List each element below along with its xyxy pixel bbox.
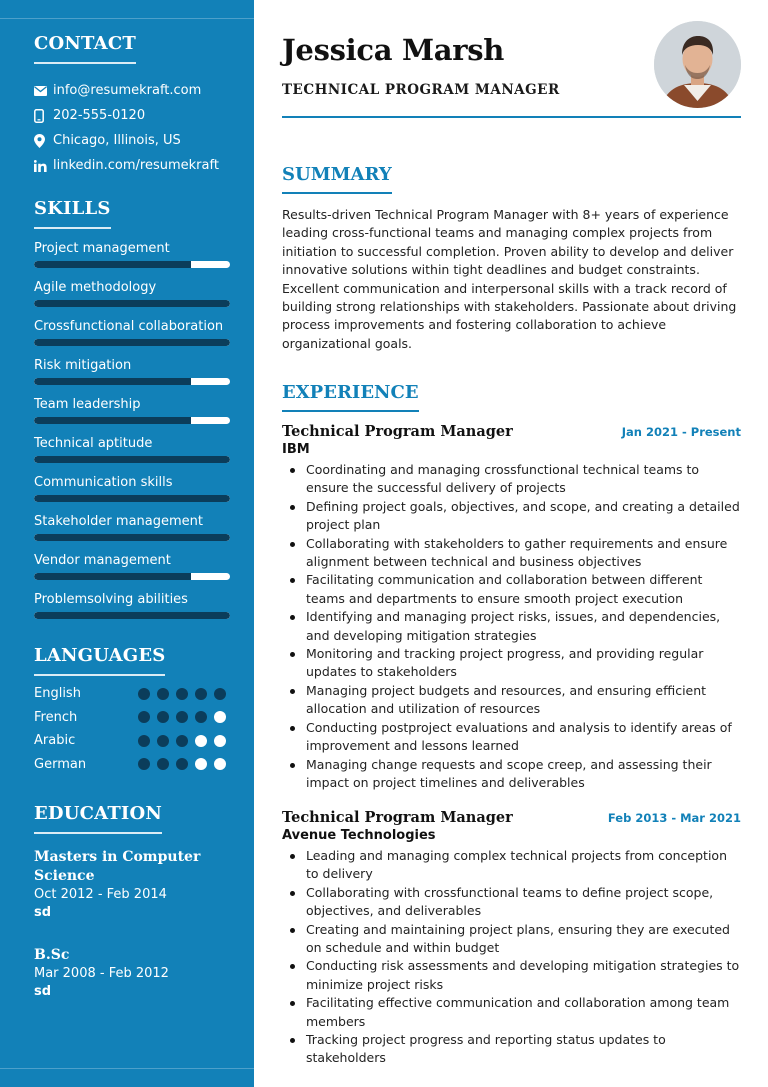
skill-level-bar [34,339,230,346]
skill-level-bar [34,612,230,619]
language-rating [138,688,226,700]
job-bullet: Identifying and managing project risks, issues, and dependencies, and developing mitigation strategies [282,608,741,645]
contact-phone[interactable] [34,103,230,128]
skill-level-bar [34,261,230,268]
job-bullet: Managing project budgets and resources, and ensuring efficient allocation and utilization of resources [282,682,741,719]
skill-item [34,553,230,584]
job-company: IBM [282,442,310,457]
skill-name: Team leadership [34,397,141,412]
contact-linkedin[interactable] [34,153,230,178]
skill-name: Stakeholder management [34,514,203,529]
job-bullets [282,461,741,792]
skill-level-bar [34,417,230,424]
skill-item [34,436,230,467]
skill-level-fill [34,495,230,502]
rating-dot [214,711,226,723]
education-item [34,848,230,922]
language-item [34,753,230,777]
education-school: sd [34,984,52,999]
rating-dot [157,688,169,700]
skill-level-fill [34,417,191,424]
experience-item [282,809,741,1068]
job-company: Avenue Technologies [282,828,436,843]
education-section [34,803,230,1001]
skills-section [34,198,230,623]
skill-item [34,397,230,428]
contact-location-text: Chicago, Illinois, US [53,133,181,148]
job-bullet: Leading and managing complex technical projects from conception to delivery [282,847,741,884]
contact-linkedin-text: linkedin.com/resumekraft [53,158,219,173]
skill-level-bar [34,573,230,580]
education-school: sd [34,905,52,920]
skill-level-fill [34,378,191,385]
rating-dot [176,758,188,770]
rating-dot [138,711,150,723]
skill-name: Agile methodology [34,280,157,295]
language-name: French [34,709,78,725]
job-bullet: Managing change requests and scope creep, and assessing their impact on project timelines and deliverables [282,756,741,793]
skill-name: Communication skills [34,475,173,490]
envelope-icon [34,86,53,96]
languages-section [34,645,230,776]
education-dates: Mar 2008 - Feb 2012 [34,966,169,981]
contact-location [34,128,230,153]
job-bullet: Monitoring and tracking project progress, and providing regular updates to stakeholders [282,645,741,682]
contact-section [34,33,230,178]
rating-dot [195,688,207,700]
education-degree: Masters in Computer Science [34,849,201,884]
skill-name: Crossfunctional collaboration [34,319,224,334]
skill-item [34,280,230,311]
language-rating [138,735,226,747]
skill-name: Technical aptitude [34,436,153,451]
skill-level-bar [34,534,230,541]
rating-dot [138,735,150,747]
job-bullet: Facilitating communication and collaboration between different teams and departments to ensure smooth project execution [282,571,741,608]
education-item [34,946,230,1001]
skill-item [34,475,230,506]
sidebar [0,0,254,1087]
sidebar-top-divider [0,18,254,19]
language-item [34,706,230,730]
skill-level-fill [34,534,230,541]
sidebar-bottom-divider [0,1068,254,1069]
rating-dot [157,758,169,770]
experience-heading: EXPERIENCE [282,382,419,412]
candidate-title: TECHNICAL PROGRAM MANAGER [282,82,560,98]
skill-name: Problemsolving abilities [34,592,188,607]
education-heading: EDUCATION [34,803,162,834]
skill-level-fill [34,300,230,307]
job-dates: Feb 2013 - Mar 2021 [607,811,741,825]
skills-heading: SKILLS [34,198,111,229]
profile-photo [654,21,741,108]
language-name: English [34,686,81,702]
summary-heading: SUMMARY [282,164,392,194]
job-title: Technical Program Manager [282,423,513,440]
skill-level-fill [34,573,191,580]
job-bullet: Tracking project progress and reporting status updates to stakeholders [282,1031,741,1068]
job-bullet: Coordinating and managing crossfunctional technical teams to ensure the successful delivery of projects [282,461,741,498]
language-name: German [34,756,87,772]
language-item [34,682,230,706]
skill-item [34,514,230,545]
job-bullet: Facilitating effective communication and collaboration among team members [282,994,741,1031]
phone-icon [34,109,53,123]
job-dates: Jan 2021 - Present [621,425,741,439]
language-item [34,729,230,753]
skill-level-fill [34,339,230,346]
skill-item [34,241,230,272]
linkedin-icon [34,160,53,172]
job-bullet: Defining project goals, objectives, and scope, and creating a detailed project plan [282,498,741,535]
rating-dot [176,688,188,700]
summary-text: Results-driven Technical Program Manager with 8+ years of experience leading cross-functional teams and managing complex projects from initiation to successful completion. Proven ability to develop and deliver innovative solutions within tight deadlines and budget constraints. Excellent communication and interpersonal skills with a track record of building strong relationships with stakeholders. Passionate about driving process improvements and fostering collaboration to achieve organizational goals. [282,207,737,351]
languages-heading: LANGUAGES [34,645,165,676]
language-rating [138,758,226,770]
contact-email[interactable] [34,78,230,103]
language-name: Arabic [34,733,76,749]
skill-level-bar [34,300,230,307]
contact-heading: CONTACT [34,33,136,64]
rating-dot [176,735,188,747]
header-divider [282,116,741,118]
rating-dot [195,711,207,723]
job-bullet: Collaborating with crossfunctional teams to define project scope, objectives, and deliverables [282,884,741,921]
rating-dot [157,735,169,747]
contact-phone-text: 202-555-0120 [53,108,146,123]
rating-dot [195,758,207,770]
contact-email-text: info@resumekraft.com [53,83,202,98]
candidate-name: Jessica Marsh [282,33,505,67]
skill-level-fill [34,612,230,619]
experience-item [282,423,741,792]
job-bullet: Conducting postproject evaluations and analysis to identify areas of improvement and lessons learned [282,719,741,756]
rating-dot [195,735,207,747]
skill-level-bar [34,456,230,463]
skill-name: Vendor management [34,553,171,568]
skill-level-fill [34,456,230,463]
rating-dot [138,688,150,700]
job-bullet: Collaborating with stakeholders to gather requirements and ensure alignment between technical and business objectives [282,535,741,572]
skill-level-bar [34,495,230,502]
location-pin-icon [34,134,53,148]
rating-dot [214,758,226,770]
skill-name: Risk mitigation [34,358,132,373]
job-bullets [282,847,741,1068]
skill-item [34,319,230,350]
skill-level-fill [34,261,191,268]
rating-dot [157,711,169,723]
job-bullet: Creating and maintaining project plans, ensuring they are executed on schedule and within budget [282,921,741,958]
skill-item [34,358,230,389]
education-dates: Oct 2012 - Feb 2014 [34,887,167,902]
rating-dot [138,758,150,770]
skill-level-bar [34,378,230,385]
education-degree: B.Sc [34,947,70,963]
rating-dot [176,711,188,723]
skill-name: Project management [34,241,170,256]
language-rating [138,711,226,723]
rating-dot [214,688,226,700]
skill-item [34,592,230,623]
job-bullet: Conducting risk assessments and developing mitigation strategies to minimize project risks [282,957,741,994]
rating-dot [214,735,226,747]
job-title: Technical Program Manager [282,809,513,826]
